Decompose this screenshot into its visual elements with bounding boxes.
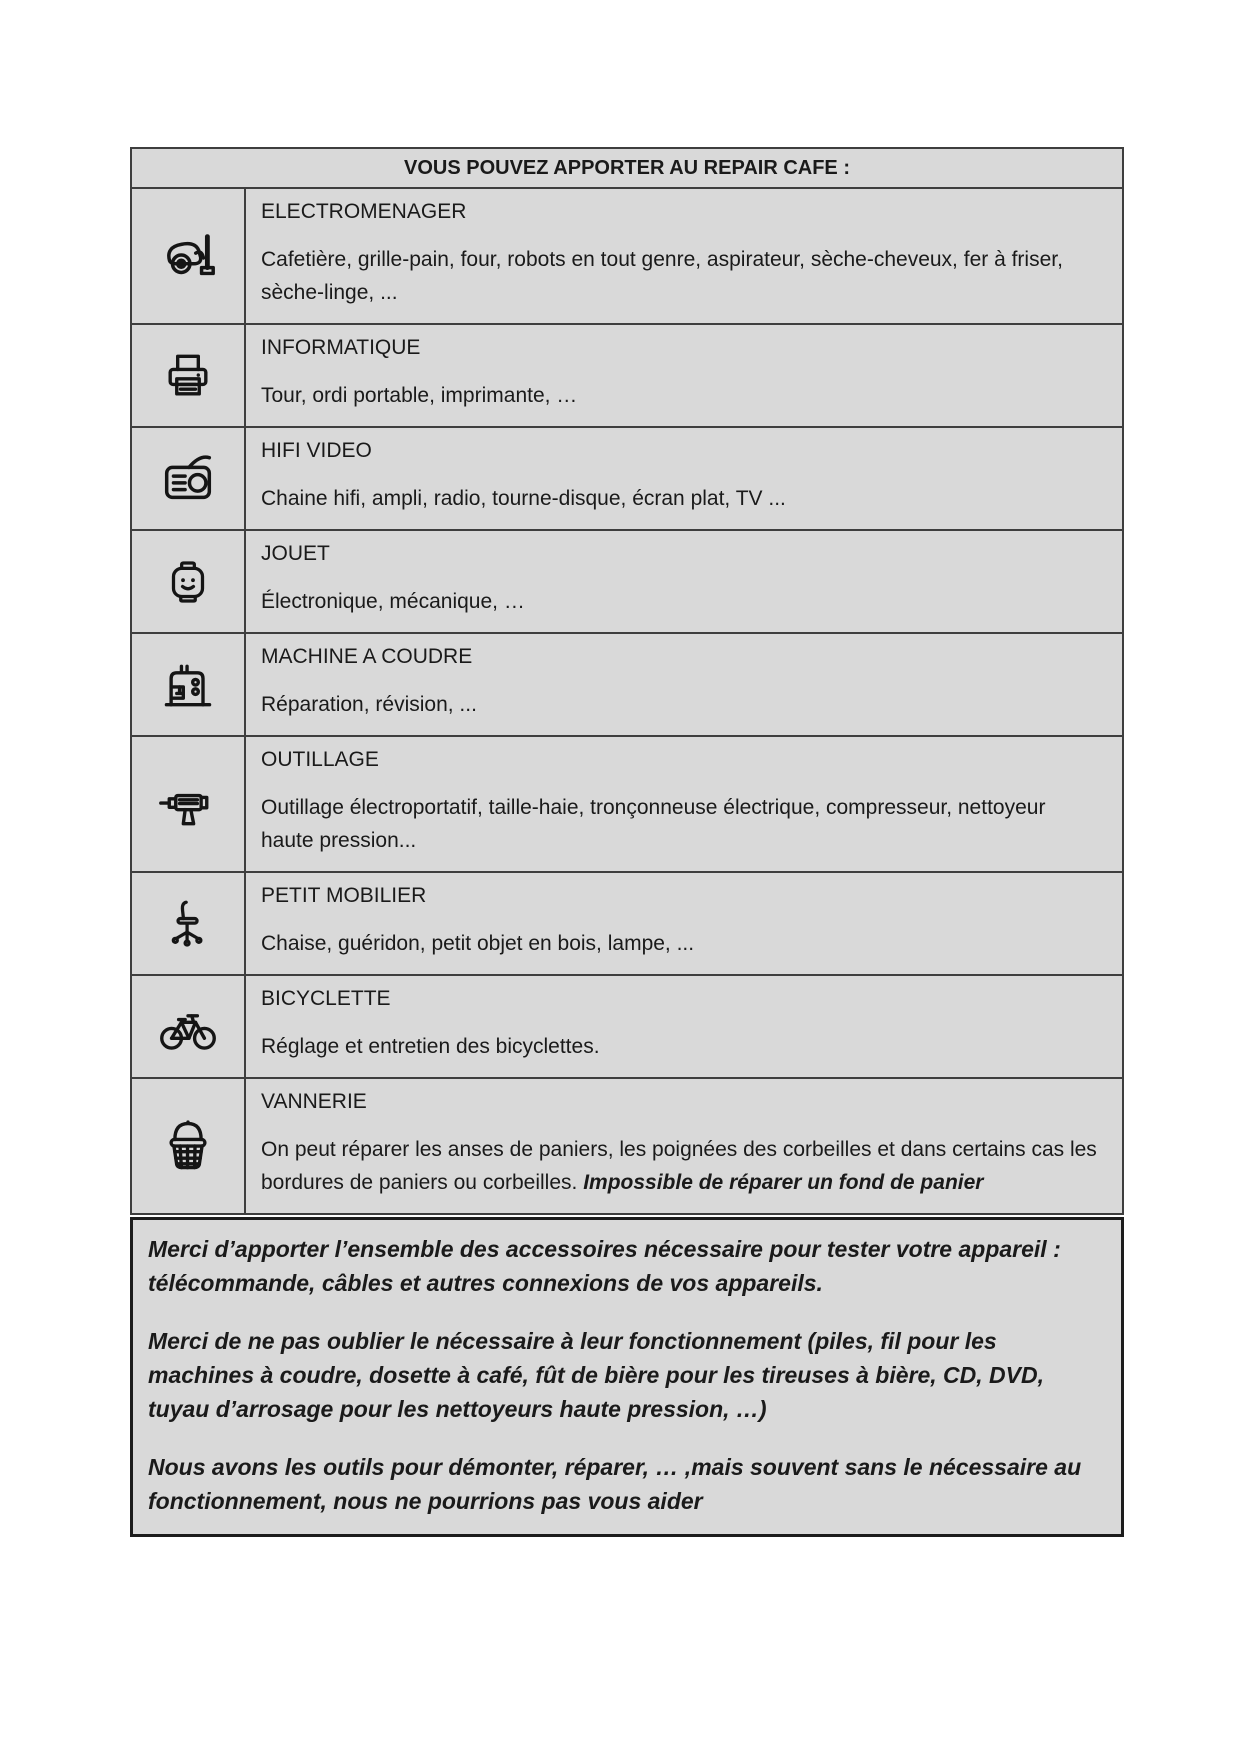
category-title: PETIT MOBILIER bbox=[261, 884, 427, 907]
drill-icon bbox=[132, 737, 246, 871]
notice-paragraph-tools: Nous avons les outils pour démonter, réparer, … ,mais souvent sans le nécessaire au fonctionnement, nous ne pourrions pas vous aider bbox=[148, 1454, 1082, 1514]
category-description: Réparation, révision, ... bbox=[261, 693, 477, 716]
table-header: VOUS POUVEZ APPORTER AU REPAIR CAFE : bbox=[132, 149, 1122, 189]
table-row bbox=[132, 325, 1122, 428]
category-description: Chaine hifi, ampli, radio, tourne-disque, écran plat, TV ... bbox=[261, 487, 786, 510]
category-description: Réglage et entretien des bicyclettes. bbox=[261, 1035, 600, 1058]
table-row bbox=[132, 428, 1122, 531]
category-title: MACHINE A COUDRE bbox=[261, 645, 473, 668]
repair-cafe-flyer bbox=[130, 147, 1124, 1537]
sewing-machine-icon bbox=[132, 634, 246, 735]
category-title: HIFI VIDEO bbox=[261, 439, 372, 462]
notice-box bbox=[130, 1217, 1124, 1537]
notice-paragraph-consumables: Merci de ne pas oublier le nécessaire à leur fonctionnement (piles, fil pour les machines à coudre, dosette à café, fût de bière pour les tireuses à bière, CD, DVD, tuyau d’arrosage pour les nettoyeurs haute pression, …) bbox=[148, 1328, 1045, 1422]
category-description: Cafetière, grille-pain, four, robots en tout genre, aspirateur, sèche-cheveux, fer à friser, sèche-linge, ... bbox=[261, 248, 1063, 304]
category-title: OUTILLAGE bbox=[261, 748, 379, 771]
table-row bbox=[132, 737, 1122, 873]
notice-paragraph-accessories: Merci d’apporter l’ensemble des accessoires nécessaire pour tester votre appareil : télécommande, câbles et autres connexions de vos appareils. bbox=[148, 1236, 1061, 1296]
category-title: BICYCLETTE bbox=[261, 987, 391, 1010]
lego-head-icon bbox=[132, 531, 246, 632]
printer-icon bbox=[132, 325, 246, 426]
category-description: Chaise, guéridon, petit objet en bois, lampe, ... bbox=[261, 932, 695, 955]
category-title: VANNERIE bbox=[261, 1090, 367, 1113]
office-chair-icon bbox=[132, 873, 246, 974]
categories-table bbox=[130, 147, 1124, 1215]
category-description bbox=[261, 1133, 1102, 1199]
table-row bbox=[132, 531, 1122, 634]
table-row bbox=[132, 189, 1122, 325]
table-row bbox=[132, 976, 1122, 1079]
category-title: ELECTROMENAGER bbox=[261, 200, 467, 223]
table-row bbox=[132, 1079, 1122, 1213]
radio-icon bbox=[132, 428, 246, 529]
category-title: JOUET bbox=[261, 542, 330, 565]
basket-icon bbox=[132, 1079, 246, 1213]
category-title: INFORMATIQUE bbox=[261, 336, 421, 359]
category-description: Électronique, mécanique, … bbox=[261, 590, 525, 613]
category-description: Outillage électroportatif, taille-haie, tronçonneuse électrique, compresseur, nettoyeur haute pression... bbox=[261, 796, 1046, 852]
vacuum-cleaner-icon bbox=[132, 189, 246, 323]
bicycle-icon bbox=[132, 976, 246, 1077]
table-row bbox=[132, 634, 1122, 737]
category-description: Tour, ordi portable, imprimante, … bbox=[261, 384, 578, 407]
vannerie-warning-note: Impossible de réparer un fond de panier bbox=[583, 1171, 984, 1194]
vannerie-description: On peut réparer les anses de paniers, les poignées des corbeilles et dans certains cas les bordures de paniers ou corbeilles. bbox=[261, 1138, 1097, 1194]
table-row bbox=[132, 873, 1122, 976]
